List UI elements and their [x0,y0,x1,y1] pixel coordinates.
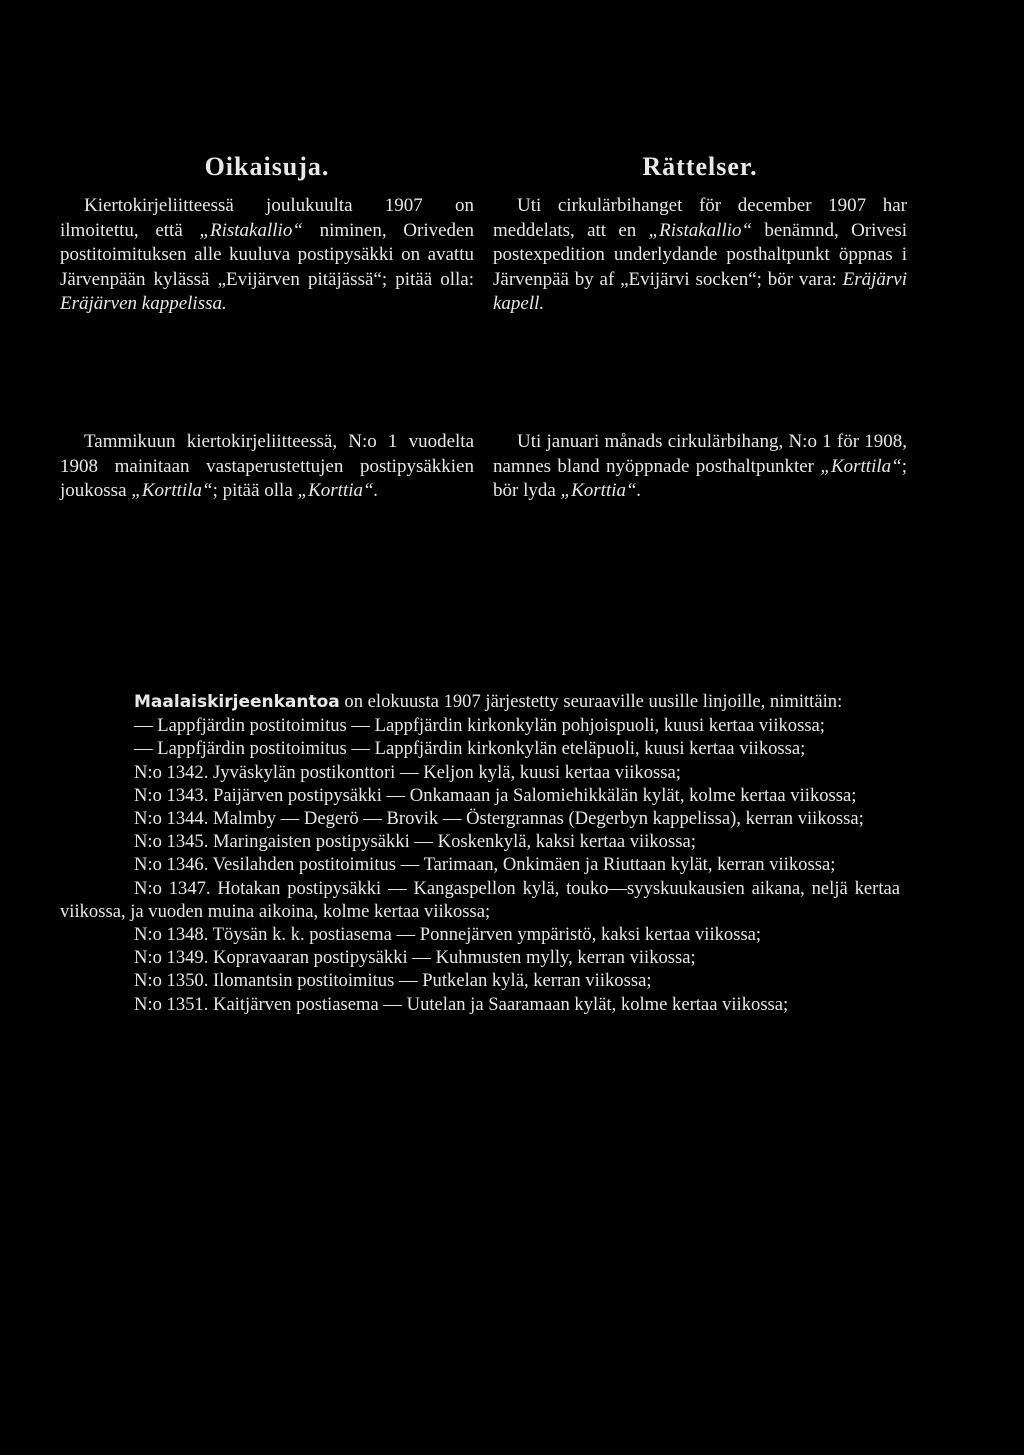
route-line: N:o 1344. Malmby — Degerö — Brovik — Östergrannas (Degerbyn kappelissa), kerran viikossa; [134,808,864,830]
place-name: „Ristakallio“ [199,219,303,241]
swedish-heading: Rättelser. [642,152,758,181]
route-line: N:o 1343. Paijärven postipysäkki — Onkamaan ja Salomiehikkälän kylät, kolme kertaa viikossa; [134,784,857,806]
text: Uti cirkulärbihanget för december 1907 har meddelats, att en [493,195,907,241]
text: Tammikuun kiertokirjeliitteessä, N:o 1 vuodelta 1908 mainitaan vastaperustettujen postipysäkkien joukossa [60,431,474,501]
rural-mail-notice [60,690,900,1016]
text: niminen, Oriveden postitoimituksen alle kuuluva postipysäkki on avattu Järvenpään kylässä „Evijärven pitäjässä“; pitää olla: [60,219,474,290]
text: ; bör lyda [493,455,907,501]
route-line: N:o 1351. Kaitjärven postiasema — Uutelan ja Saaramaan kylät, kolme kertaa viikossa; [134,993,789,1015]
route-line: N:o 1342. Jyväskylän postikonttori — Keljon kylä, kuusi kertaa viikossa; [134,761,681,783]
text: Uti januari månads cirkulärbihang, N:o 1 för 1908, namnes bland nyöppnade posthaltpunkter [493,431,907,477]
route-line: N:o 1349. Kopravaaran postipysäkki — Kuhmusten mylly, kerran viikossa; [134,947,696,969]
notice-lead [60,690,900,714]
corrected-name: Eräjärven kappelissa. [60,293,227,314]
swedish-paragraph-2 [493,430,907,504]
finnish-paragraph-2 [60,430,474,504]
finnish-heading: Oikaisuja. [204,152,330,181]
corrected-name: „Korttia“. [560,480,642,501]
place-name: „Ristakallio“ [648,219,753,241]
text: benämnd, Orivesi postexpedition underlydande posthaltpunkt öppnas i Järvenpää by af „Evijärvi socken“; bör vara: [493,219,907,290]
swedish-correction-2 [493,430,907,504]
notice-lead-text: on elokuusta 1907 järjestetty seuraaville uusille linjoille, nimittäin: [339,691,843,712]
wrong-name: „Korttila“ [820,455,902,477]
finnish-correction-1 [60,152,474,317]
corrected-name: „Korttia“. [297,480,379,501]
route-line: N:o 1350. Ilomantsin postitoimitus — Putkelan kylä, kerran viikossa; [134,970,652,992]
route-line: — Lappfjärdin postitoimitus — Lappfjärdin kirkonkylän eteläpuoli, kuusi kertaa viikossa; [134,738,806,760]
route-line: N:o 1348. Töysän k. k. postiasema — Ponnejärven ympäristö, kaksi kertaa viikossa; [134,924,762,946]
finnish-paragraph-1 [60,194,474,317]
text: ; pitää olla [212,480,298,501]
finnish-correction-2 [60,430,474,504]
text: Kiertokirjeliitteessä joulukuulta 1907 on ilmoitettu, että [60,195,474,241]
swedish-paragraph-1 [493,194,907,317]
corrected-name: Eräjärvi kapell. [493,268,907,314]
swedish-correction-1 [493,152,907,317]
wrong-name: „Korttila“ [131,480,213,501]
route-line: N:o 1345. Maringaisten postipysäkki — Koskenkylä, kaksi kertaa viikossa; [134,831,696,853]
notice-bold-title: Maalaiskirjeenkantoa [134,692,340,712]
route-line: — Lappfjärdin postitoimitus — Lappfjärdin kirkonkylän pohjoispuoli, kuusi kertaa viikossa; [134,715,825,737]
route-line: N:o 1346. Vesilahden postitoimitus — Tarimaan, Onkimäen ja Riuttaan kylät, kerran viikossa; [134,854,836,876]
route-line: N:o 1347. Hotakan postipysäkki — Kangaspellon kylä, touko—syyskuukausien aikana, neljä kertaa viikossa, ja vuoden muina aikoina, kolme kertaa viikossa; [60,877,900,922]
